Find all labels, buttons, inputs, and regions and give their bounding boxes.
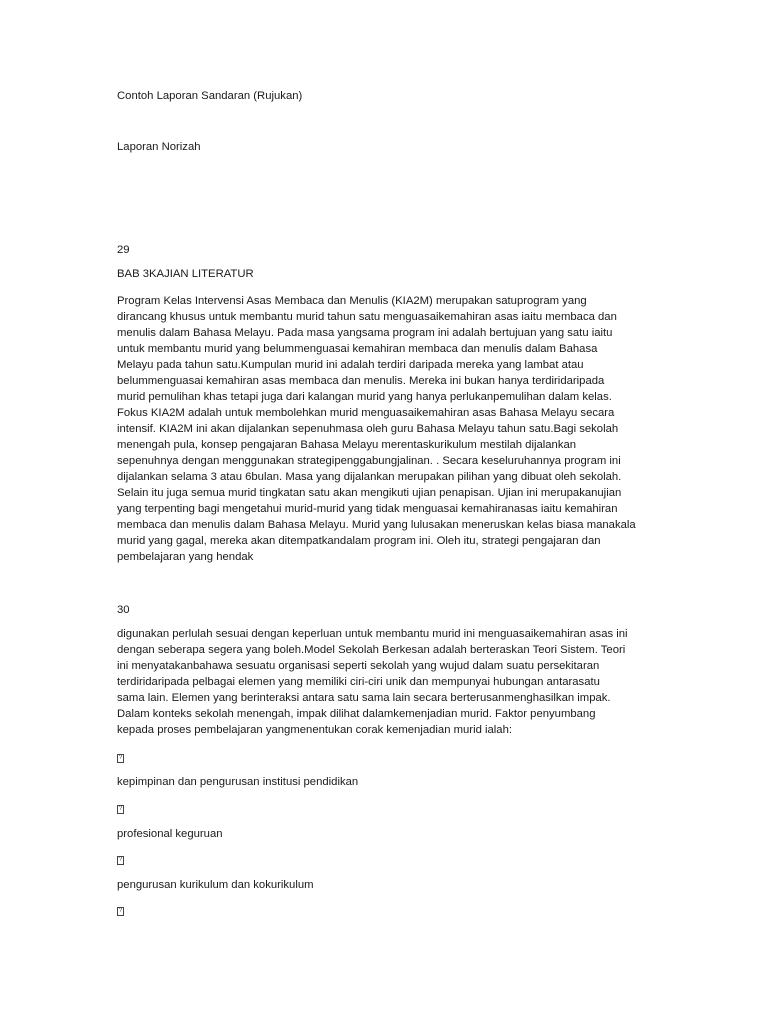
paragraph-line: belummenguasai kemahiran asas membaca dan menulis. Mereka ini bukan hanya terdiridaripada — [117, 375, 605, 387]
paragraph-line: sama lain. Elemen yang berinteraksi antara satu sama lain secara berterusanmenghasilkan impak. — [117, 692, 611, 704]
paragraph-line: menulis dalam Bahasa Melayu. Pada masa yangsama program ini adalah bertujuan yang satu iaitu — [117, 327, 613, 339]
bullet-glyph-icon: ? — [118, 908, 123, 914]
document-title: Contoh Laporan Sandaran (Rujukan) — [117, 90, 303, 102]
author-line: Laporan Norizah — [117, 141, 201, 153]
chapter-heading: BAB 3KAJIAN LITERATUR — [117, 268, 254, 280]
paragraph-line: yang terpenting bagi mengetahui murid-murid yang tidak menguasai kemahiranasas iaitu kemahiran — [117, 503, 618, 515]
list-item: profesional keguruan — [117, 828, 223, 840]
paragraph-line: terdiridaripada pelbagai elemen yang memiliki ciri-ciri unik dan mempunyai hubungan antarasatu — [117, 676, 600, 688]
paragraph-line: kepada proses pembelajaran yangmenentukan corak kemenjadian murid ialah: — [117, 724, 513, 736]
paragraph-line: dirancang khusus untuk membantu murid tahun satu menguasaikemahiran asas iaitu membaca dan — [117, 311, 617, 323]
paragraph-line: Fokus KIA2M adalah untuk membolehkan murid menguasaikemahiran asas Bahasa Melayu secara — [117, 407, 615, 419]
paragraph-line: intensif. KIA2M ini akan dijalankan sepenuhmasa oleh guru Bahasa Melayu tahun satu.Bagi sekolah — [117, 423, 619, 435]
paragraph-line: Dalam konteks sekolah menengah, impak dilihat dalamkemenjadian murid. Faktor penyumbang — [117, 708, 596, 720]
list-item: pengurusan kurikulum dan kokurikulum — [117, 879, 314, 891]
paragraph-line: sepenuhnya dengan menggunakan strategipenggabungjalinan. . Secara keseluruhannya program ini — [117, 455, 621, 467]
paragraph-line: pembelajaran yang hendak — [117, 551, 254, 563]
paragraph-line: ini menyatakanbahawa sesuatu organisasi seperti sekolah yang wujud dalam suatu persekitaran — [117, 660, 600, 672]
paragraph-line: dengan seberapa segera yang boleh.Model Sekolah Berkesan adalah berteraskan Teori Sistem. Teori — [117, 644, 626, 656]
bullet-glyph-icon: ? — [118, 755, 123, 761]
paragraph-line: untuk membantu murid yang belummenguasai kemahiran membaca dan menulis dalam Bahasa — [117, 343, 598, 355]
page-number-30: 30 — [117, 604, 130, 616]
paragraph-line: Program Kelas Intervensi Asas Membaca dan Menulis (KIA2M) merupakan satuprogram yang — [117, 295, 587, 307]
page-number-29: 29 — [117, 244, 130, 256]
paragraph-line: dijalankan selama 3 atau 6bulan. Masa yang dijalankan merupakan pilihan yang dibuat oleh sekolah. — [117, 471, 622, 483]
paragraph-line: menengah pula, konsep pengajaran Bahasa Melayu merentaskurikulum mestilah dijalankan — [117, 439, 577, 451]
list-item: kepimpinan dan pengurusan institusi pendidikan — [117, 776, 359, 788]
bullet-glyph-icon: ? — [118, 806, 123, 812]
paragraph-line: digunakan perlulah sesuai dengan keperluan untuk membantu murid ini menguasaikemahiran asas ini — [117, 628, 628, 640]
paragraph-line: Selain itu juga semua murid tingkatan satu akan mengikuti ujian penapisan. Ujian ini merupakanujian — [117, 487, 622, 499]
paragraph-line: murid pemulihan khas tetapi juga dari kalangan murid yang hanya perlukanpemulihan dalam kelas. — [117, 391, 612, 403]
paragraph-line: murid yang gagal, mereka akan ditempatkandalam program ini. Oleh itu, strategi pengajaran dan — [117, 535, 601, 547]
bullet-glyph-icon: ? — [118, 857, 123, 863]
paragraph-line: Melayu pada tahun satu.Kumpulan murid ini adalah terdiri daripada mereka yang lambat atau — [117, 359, 584, 371]
paragraph-line: membaca dan menulis dalam Bahasa Melayu. Murid yang lulusakan meneruskan kelas biasa manakala — [117, 519, 636, 531]
